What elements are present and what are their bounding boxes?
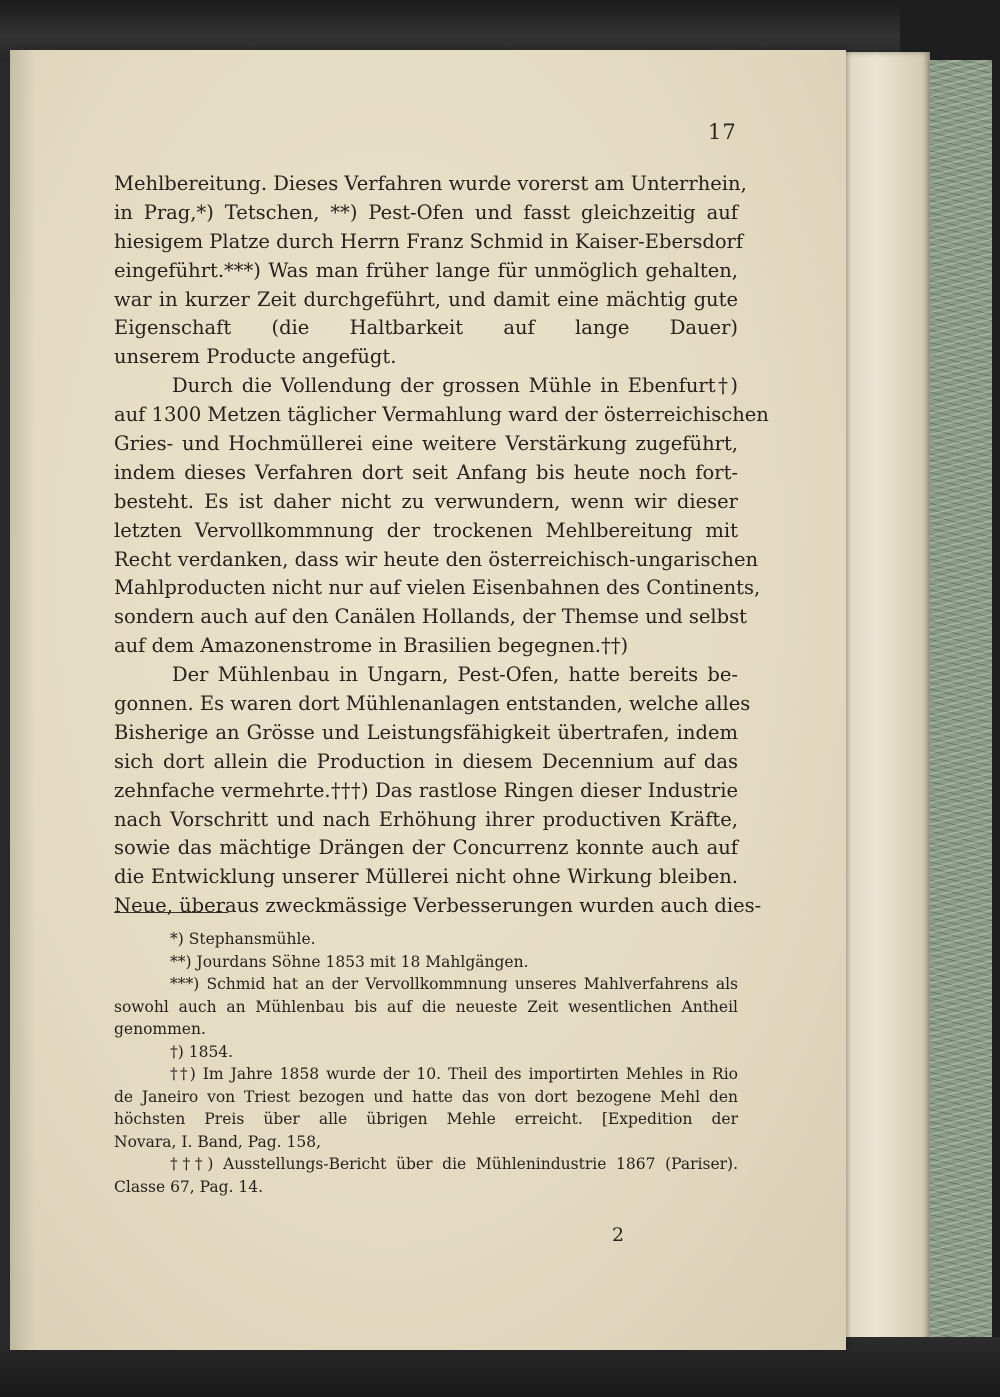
text-line: Neue, überaus zweckmässige Verbesserungen wurden auch dies- [114, 894, 762, 918]
text-line: auf dem Amazonenstrome in Brasilien begegnen.††) [114, 634, 629, 658]
text-line: auf 1300 Metzen täglicher Vermahlung ward der österreichischen [114, 403, 769, 427]
footnote-line: Novara, I. Band, Pag. 158, [114, 1132, 322, 1151]
text-line: sondern auch auf den Canälen Hollands, der Themse und selbst [114, 605, 747, 629]
text-line: die Entwicklung unserer Müllerei nicht ohne Wirkung bleiben. [114, 865, 738, 889]
footnote-line: genommen. [114, 1020, 206, 1038]
text-line: besteht. Es ist daher nicht zu verwundern, wenn wir dieser [114, 489, 738, 513]
text-line: in Prag,*) Tetschen, **) Pest-Ofen und fasst gleichzeitig auf [114, 200, 738, 224]
footnote-line: Classe 67, Pag. 14. [114, 1177, 264, 1196]
text-line: Mehlbereitung. Dieses Verfahren wurde vorerst am Unterrhein, [114, 172, 747, 195]
text-line: Recht verdanken, dass wir heute den österreichisch-ungarischen [114, 547, 759, 571]
text-line: Mahlproducten nicht nur auf vielen Eisenbahnen des Continents, [114, 576, 761, 600]
text-line: Gries- und Hochmüllerei eine weitere Verstärkung zugeführt, [114, 432, 738, 456]
footnote-line: ***) Schmid hat an der Vervollkommnung unseres Mahlverfahrens als [170, 975, 738, 993]
footnote-line: *) Stephansmühle. [170, 930, 316, 948]
text-line: gonnen. Es waren dort Mühlenanlagen entstanden, welche alles [114, 692, 751, 716]
footnote-line: ††) Im Jahre 1858 wurde der 10. Theil des importirten Mehles in Rio [170, 1065, 738, 1083]
text-line: nach Vorschritt und nach Erhöhung ihrer productiven Kräfte, [114, 807, 738, 831]
footnote-line: sowohl auch an Mühlenbau bis auf die neueste Zeit wesentlichen Antheil [114, 997, 738, 1016]
main-text [114, 170, 769, 921]
text-line: Eigenschaft (die Haltbarkeit auf lange Dauer) [114, 316, 738, 340]
text-line: hiesigem Platze durch Herrn Franz Schmid in Kaiser-Ebersdorf [114, 229, 744, 253]
marbled-endpaper [926, 60, 992, 1350]
text-line: eingeführt.***) Was man früher lange für unmöglich gehalten, [114, 258, 738, 282]
text-line: letzten Vervollkommnung der trockenen Mehlbereitung mit [114, 518, 738, 542]
text-line: Bisherige an Grösse und Leistungsfähigkeit übertrafen, indem [114, 720, 738, 744]
footnote-rule [114, 912, 228, 913]
page-edges [840, 52, 930, 1352]
text-line: Durch die Vollendung der grossen Mühle in Ebenfurt†) [172, 374, 738, 398]
text-line: sowie das mächtige Drängen der Concurrenz konnte auch auf [114, 836, 738, 860]
footnote-line: höchsten Preis über alle übrigen Mehle erreicht. [Expedition der [114, 1110, 738, 1128]
footnote-line: de Janeiro von Triest bezogen und hatte das von dort bezogene Mehl den [114, 1087, 738, 1106]
text-line: unserem Producte angefügt. [114, 345, 397, 369]
text-line: zehnfache vermehrte.†††) Das rastlose Ringen dieser Industrie [114, 778, 738, 802]
signature-mark: 2 [612, 1224, 625, 1246]
text-line: war in kurzer Zeit durchgeführt, und damit eine mächtig gute [114, 287, 738, 311]
text-line: Der Mühlenbau in Ungarn, Pest-Ofen, hatte bereits be- [172, 663, 738, 687]
footnote-line: **) Jourdans Söhne 1853 mit 18 Mahlgängen. [170, 952, 529, 971]
page-number: 17 [708, 120, 737, 144]
text-line: indem dieses Verfahren dort seit Anfang bis heute noch fort- [114, 460, 738, 484]
footnote-line: †) 1854. [170, 1042, 234, 1061]
footnotes [114, 928, 738, 1198]
gutter-shadow [10, 50, 36, 1350]
text-line: sich dort allein die Production in diesem Decennium auf das [114, 749, 738, 773]
footnote-line: †††) Ausstellungs-Bericht über die Mühlenindustrie 1867 (Pariser). [170, 1155, 738, 1173]
